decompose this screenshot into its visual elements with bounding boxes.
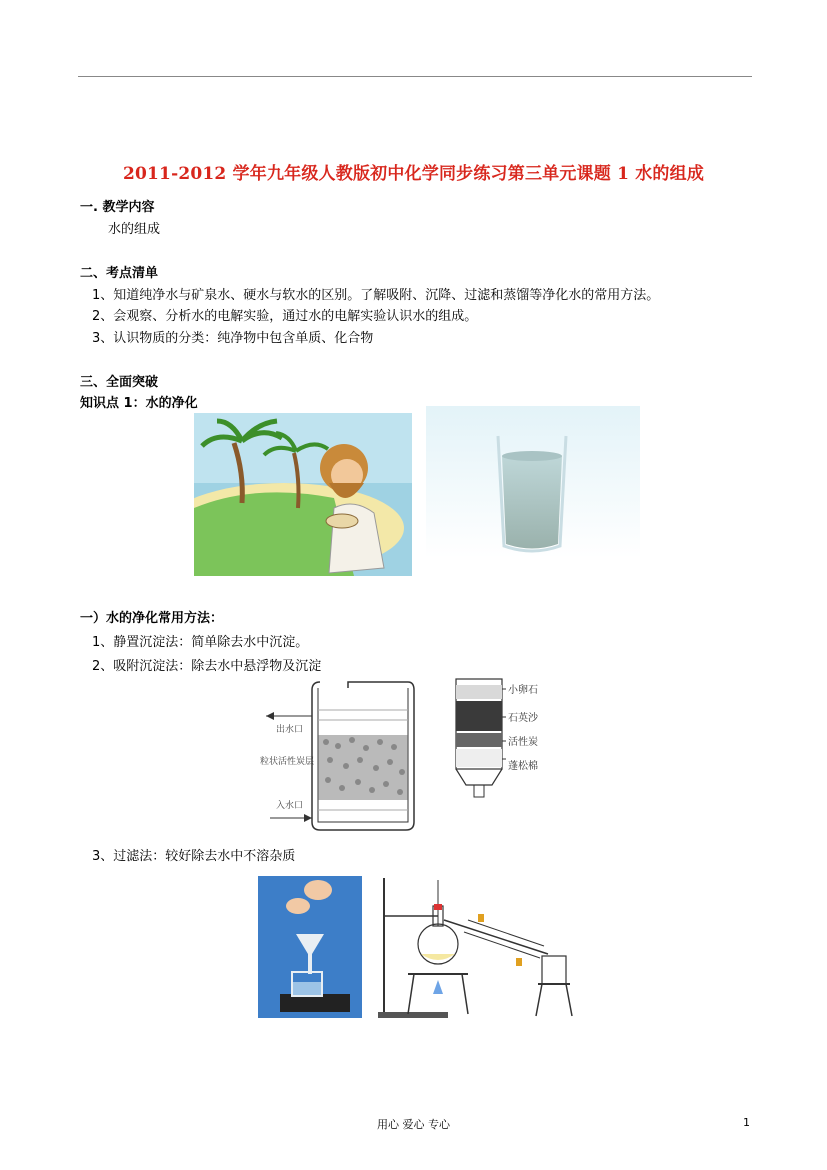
method-item: 2、吸附沉淀法：除去水中悬浮物及沉淀 [92, 659, 322, 674]
subsection-heading: 一）水的净化常用方法： [80, 611, 224, 626]
document-title: 2011-2012 学年九年级人教版初中化学同步练习第三单元课题 1 水的组成 [122, 164, 705, 184]
sand-label: 石英沙 [508, 713, 538, 724]
section-2-item: 1、知道纯净水与矿泉水、硬水与软水的区别。了解吸附、沉降、过滤和蒸馏等净化水的常用方法。 [92, 288, 660, 303]
method-item: 1、静置沉淀法：简单除去水中沉淀。 [92, 635, 309, 650]
method-item: 3、过滤法：较好除去水中不溶杂质 [92, 849, 296, 864]
page-number: 1 [743, 1116, 750, 1129]
filtration-photo [258, 876, 362, 1018]
simple-purifier-diagram [446, 677, 556, 807]
charcoal-label: 活性炭 [508, 737, 538, 748]
page-footer: 用心 爱心 专心 [377, 1118, 450, 1131]
cotton-label: 蓬松棉 [508, 761, 538, 772]
carbon-layer-label: 粒状活性炭层 [260, 757, 315, 767]
section-2-heading: 二、考点清单 [80, 266, 159, 281]
inlet-label: 入水口 [276, 801, 304, 811]
section-2-item: 2、会观察、分析水的电解实验，通过水的电解实验认识水的组成。 [92, 309, 478, 324]
header-rule [78, 76, 752, 77]
island-illustration [194, 413, 412, 576]
beaker-photo [426, 406, 640, 558]
knowledge-point-heading: 知识点 1：水的净化 [80, 396, 198, 411]
outlet-label: 出水口 [276, 725, 304, 735]
distillation-diagram [378, 876, 573, 1021]
section-3-heading: 三、全面突破 [80, 375, 159, 390]
section-1-text: 水的组成 [108, 222, 161, 237]
section-2-item: 3、认识物质的分类：纯净物中包含单质、化合物 [92, 331, 374, 346]
section-1-heading: 一. 教学内容 [80, 200, 155, 215]
pebble-label: 小卵石 [508, 685, 538, 696]
adsorption-tank-diagram [258, 680, 418, 832]
